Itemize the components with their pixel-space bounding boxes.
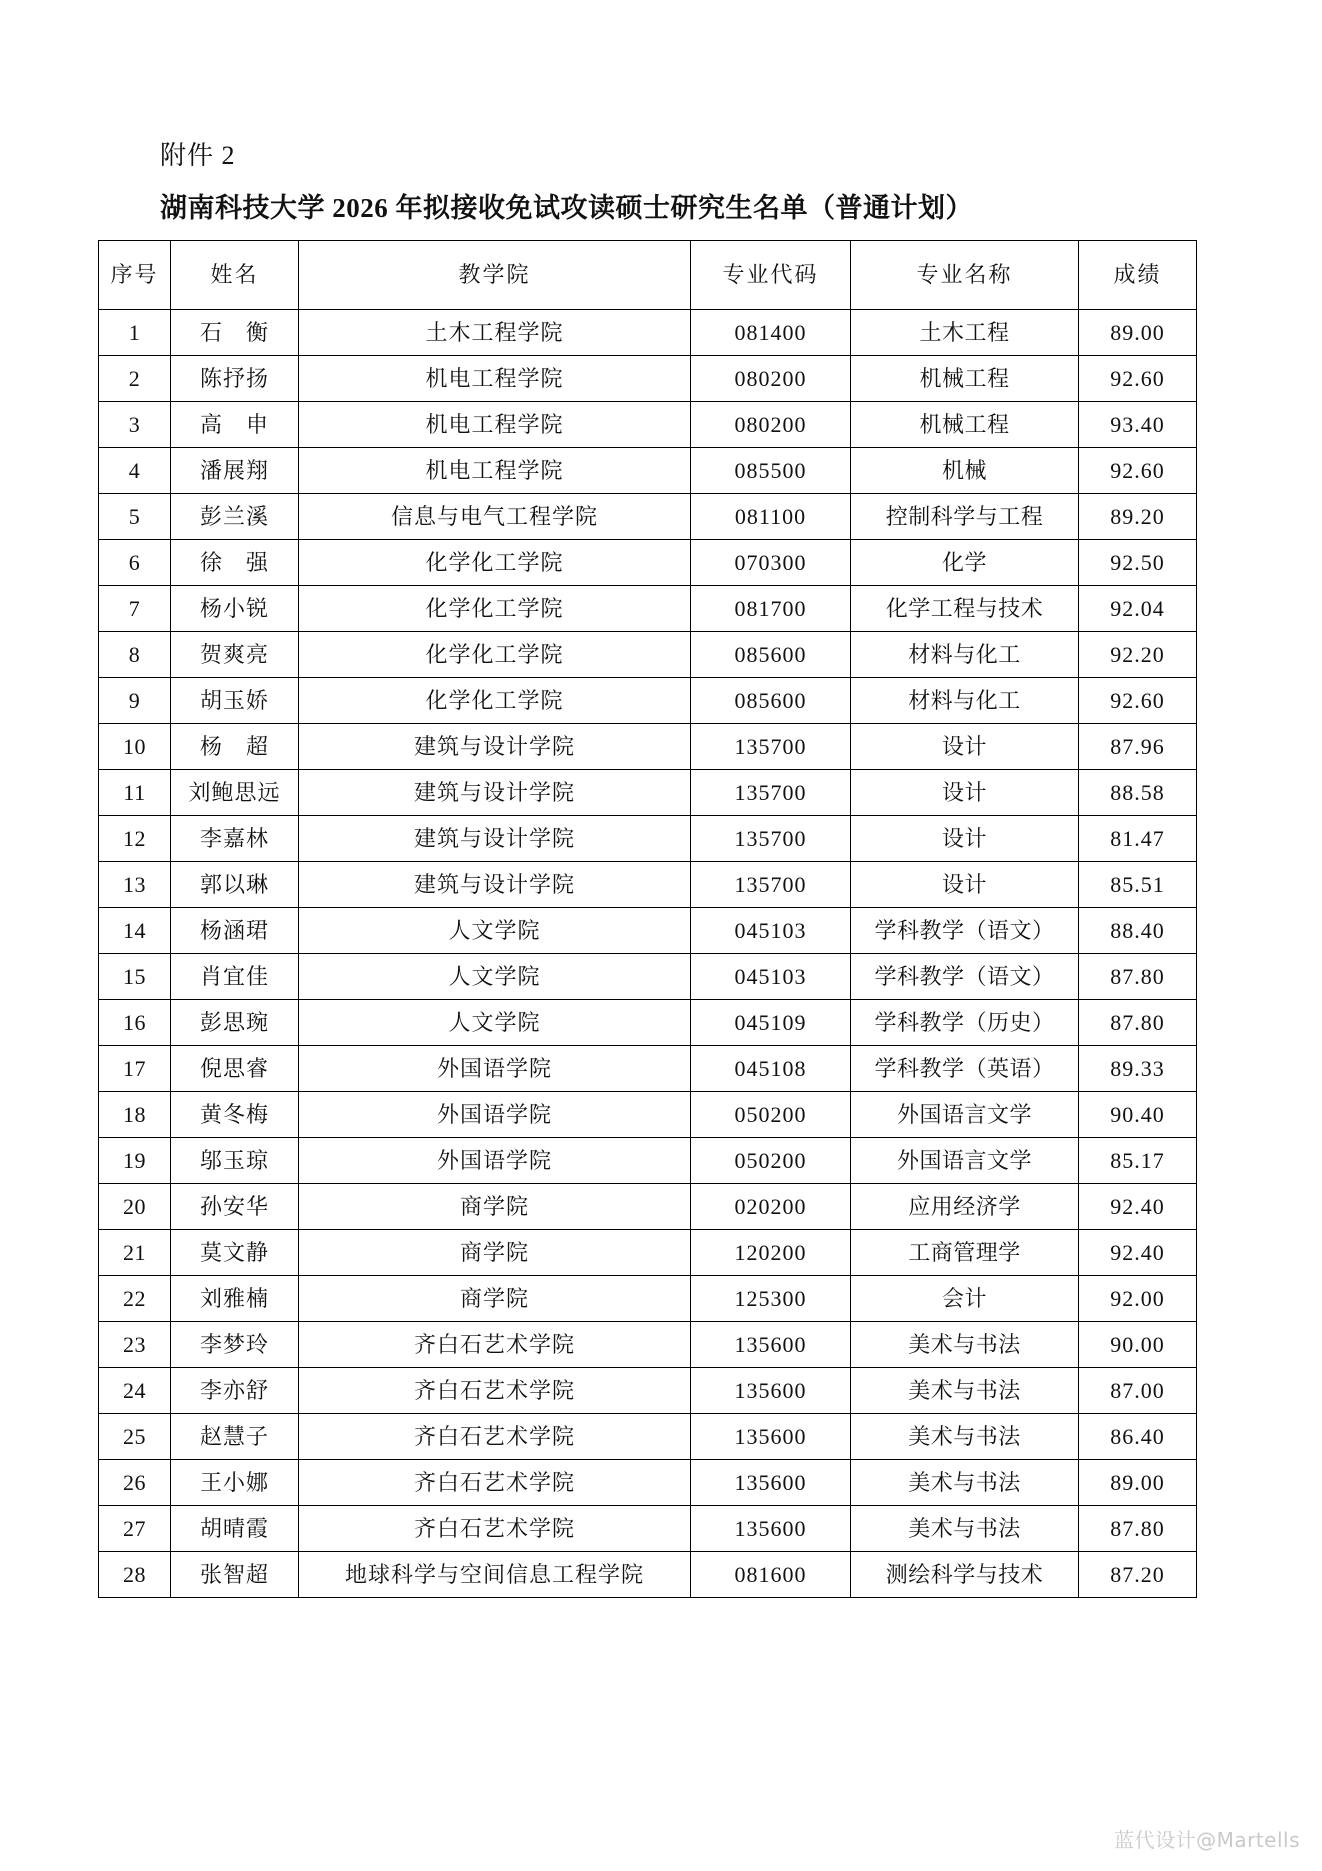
roster-table (98, 240, 1197, 1598)
cell-code: 120200 (691, 1230, 851, 1276)
cell-name: 黄冬梅 (171, 1092, 299, 1138)
column-header-school: 教学院 (299, 241, 691, 310)
cell-school: 化学化工学院 (299, 540, 691, 586)
table-row (99, 1092, 1197, 1138)
cell-school: 建筑与设计学院 (299, 724, 691, 770)
cell-index: 20 (99, 1184, 171, 1230)
cell-name: 郭以琳 (171, 862, 299, 908)
cell-code: 045103 (691, 954, 851, 1000)
cell-index: 26 (99, 1460, 171, 1506)
attachment-label: 附件 2 (160, 141, 236, 170)
cell-name: 石 衡 (171, 310, 299, 356)
cell-major: 应用经济学 (851, 1184, 1079, 1230)
cell-name: 贺爽亮 (171, 632, 299, 678)
cell-major: 土木工程 (851, 310, 1079, 356)
cell-school: 齐白石艺术学院 (299, 1368, 691, 1414)
cell-major: 化学工程与技术 (851, 586, 1079, 632)
cell-school: 齐白石艺术学院 (299, 1322, 691, 1368)
cell-score: 92.50 (1079, 540, 1197, 586)
table-row (99, 1184, 1197, 1230)
cell-name: 赵慧子 (171, 1414, 299, 1460)
cell-index: 2 (99, 356, 171, 402)
table-row (99, 1368, 1197, 1414)
cell-name: 胡玉娇 (171, 678, 299, 724)
cell-index: 11 (99, 770, 171, 816)
table-row (99, 1322, 1197, 1368)
cell-name: 杨涵珺 (171, 908, 299, 954)
table-row (99, 908, 1197, 954)
cell-score: 87.96 (1079, 724, 1197, 770)
cell-code: 045108 (691, 1046, 851, 1092)
cell-name: 刘雅楠 (171, 1276, 299, 1322)
cell-major: 控制科学与工程 (851, 494, 1079, 540)
table-row (99, 1414, 1197, 1460)
cell-school: 人文学院 (299, 1000, 691, 1046)
table-row (99, 310, 1197, 356)
cell-score: 85.17 (1079, 1138, 1197, 1184)
cell-code: 135600 (691, 1460, 851, 1506)
table-row (99, 1000, 1197, 1046)
cell-school: 化学化工学院 (299, 632, 691, 678)
cell-score: 89.00 (1079, 310, 1197, 356)
cell-school: 齐白石艺术学院 (299, 1506, 691, 1552)
cell-index: 18 (99, 1092, 171, 1138)
cell-code: 085600 (691, 678, 851, 724)
cell-index: 24 (99, 1368, 171, 1414)
cell-code: 045103 (691, 908, 851, 954)
cell-code: 135600 (691, 1322, 851, 1368)
cell-score: 92.00 (1079, 1276, 1197, 1322)
cell-index: 14 (99, 908, 171, 954)
cell-score: 88.40 (1079, 908, 1197, 954)
table-row (99, 954, 1197, 1000)
cell-index: 7 (99, 586, 171, 632)
table-row (99, 1460, 1197, 1506)
cell-school: 外国语学院 (299, 1092, 691, 1138)
page-title: 湖南科技大学 2026 年拟接收免试攻读硕士研究生名单（普通计划） (160, 193, 973, 223)
cell-index: 19 (99, 1138, 171, 1184)
cell-school: 信息与电气工程学院 (299, 494, 691, 540)
cell-school: 建筑与设计学院 (299, 862, 691, 908)
cell-school: 化学化工学院 (299, 678, 691, 724)
table-row (99, 1046, 1197, 1092)
cell-name: 高 申 (171, 402, 299, 448)
table-row (99, 724, 1197, 770)
cell-major: 美术与书法 (851, 1506, 1079, 1552)
cell-score: 92.20 (1079, 632, 1197, 678)
cell-school: 建筑与设计学院 (299, 816, 691, 862)
table-header (99, 241, 1197, 310)
cell-index: 17 (99, 1046, 171, 1092)
cell-score: 81.47 (1079, 816, 1197, 862)
cell-score: 87.20 (1079, 1552, 1197, 1598)
cell-name: 李嘉林 (171, 816, 299, 862)
table-row (99, 540, 1197, 586)
cell-index: 8 (99, 632, 171, 678)
cell-code: 081700 (691, 586, 851, 632)
cell-major: 美术与书法 (851, 1460, 1079, 1506)
cell-index: 27 (99, 1506, 171, 1552)
cell-major: 设计 (851, 862, 1079, 908)
cell-code: 085600 (691, 632, 851, 678)
cell-name: 胡晴霞 (171, 1506, 299, 1552)
cell-major: 设计 (851, 770, 1079, 816)
cell-major: 学科教学（英语） (851, 1046, 1079, 1092)
cell-code: 081100 (691, 494, 851, 540)
table-row (99, 770, 1197, 816)
cell-index: 16 (99, 1000, 171, 1046)
cell-index: 5 (99, 494, 171, 540)
cell-score: 88.58 (1079, 770, 1197, 816)
cell-code: 135600 (691, 1414, 851, 1460)
cell-major: 外国语言文学 (851, 1138, 1079, 1184)
cell-school: 齐白石艺术学院 (299, 1414, 691, 1460)
column-header-index: 序号 (99, 241, 171, 310)
cell-name: 杨小锐 (171, 586, 299, 632)
cell-index: 1 (99, 310, 171, 356)
cell-major: 学科教学（语文） (851, 954, 1079, 1000)
table-row (99, 356, 1197, 402)
table-row (99, 586, 1197, 632)
cell-major: 工商管理学 (851, 1230, 1079, 1276)
cell-code: 135700 (691, 816, 851, 862)
cell-code: 050200 (691, 1138, 851, 1184)
table-body (99, 310, 1197, 1598)
cell-index: 10 (99, 724, 171, 770)
column-header-major: 专业名称 (851, 241, 1079, 310)
cell-major: 美术与书法 (851, 1414, 1079, 1460)
table-row (99, 862, 1197, 908)
cell-name: 肖宜佳 (171, 954, 299, 1000)
cell-major: 机械工程 (851, 402, 1079, 448)
cell-major: 学科教学（历史） (851, 1000, 1079, 1046)
cell-major: 设计 (851, 724, 1079, 770)
cell-score: 92.04 (1079, 586, 1197, 632)
cell-score: 92.40 (1079, 1230, 1197, 1276)
cell-index: 28 (99, 1552, 171, 1598)
cell-school: 机电工程学院 (299, 402, 691, 448)
cell-score: 89.20 (1079, 494, 1197, 540)
cell-name: 杨 超 (171, 724, 299, 770)
cell-code: 080200 (691, 356, 851, 402)
cell-code: 135600 (691, 1506, 851, 1552)
cell-school: 商学院 (299, 1276, 691, 1322)
cell-school: 化学化工学院 (299, 586, 691, 632)
cell-name: 李梦玲 (171, 1322, 299, 1368)
cell-score: 86.40 (1079, 1414, 1197, 1460)
cell-name: 彭兰溪 (171, 494, 299, 540)
cell-major: 化学 (851, 540, 1079, 586)
roster-table-container (98, 240, 1196, 1598)
cell-school: 外国语学院 (299, 1138, 691, 1184)
table-row (99, 678, 1197, 724)
cell-major: 美术与书法 (851, 1368, 1079, 1414)
cell-score: 87.80 (1079, 1506, 1197, 1552)
table-row (99, 1276, 1197, 1322)
cell-school: 机电工程学院 (299, 448, 691, 494)
cell-major: 设计 (851, 816, 1079, 862)
cell-score: 90.00 (1079, 1322, 1197, 1368)
cell-school: 地球科学与空间信息工程学院 (299, 1552, 691, 1598)
cell-score: 92.60 (1079, 356, 1197, 402)
cell-major: 外国语言文学 (851, 1092, 1079, 1138)
watermark: 蓝代设计@Martells (1114, 1828, 1300, 1852)
table-row (99, 816, 1197, 862)
cell-major: 机械 (851, 448, 1079, 494)
cell-name: 倪思睿 (171, 1046, 299, 1092)
cell-school: 建筑与设计学院 (299, 770, 691, 816)
cell-school: 商学院 (299, 1184, 691, 1230)
cell-index: 15 (99, 954, 171, 1000)
cell-name: 徐 强 (171, 540, 299, 586)
cell-name: 李亦舒 (171, 1368, 299, 1414)
cell-code: 135600 (691, 1368, 851, 1414)
cell-index: 13 (99, 862, 171, 908)
table-row (99, 494, 1197, 540)
cell-score: 87.00 (1079, 1368, 1197, 1414)
cell-code: 045109 (691, 1000, 851, 1046)
table-row (99, 1552, 1197, 1598)
cell-school: 商学院 (299, 1230, 691, 1276)
cell-major: 材料与化工 (851, 632, 1079, 678)
cell-score: 87.80 (1079, 1000, 1197, 1046)
cell-name: 刘鲍思远 (171, 770, 299, 816)
cell-score: 90.40 (1079, 1092, 1197, 1138)
cell-name: 孙安华 (171, 1184, 299, 1230)
cell-school: 土木工程学院 (299, 310, 691, 356)
column-header-code: 专业代码 (691, 241, 851, 310)
cell-index: 4 (99, 448, 171, 494)
cell-code: 081600 (691, 1552, 851, 1598)
cell-major: 会计 (851, 1276, 1079, 1322)
cell-school: 机电工程学院 (299, 356, 691, 402)
cell-index: 21 (99, 1230, 171, 1276)
cell-score: 85.51 (1079, 862, 1197, 908)
table-row (99, 632, 1197, 678)
cell-major: 学科教学（语文） (851, 908, 1079, 954)
table-row (99, 1506, 1197, 1552)
cell-major: 测绘科学与技术 (851, 1552, 1079, 1598)
cell-index: 12 (99, 816, 171, 862)
cell-name: 陈抒扬 (171, 356, 299, 402)
cell-score: 92.60 (1079, 448, 1197, 494)
column-header-name: 姓名 (171, 241, 299, 310)
cell-name: 邬玉琼 (171, 1138, 299, 1184)
table-row (99, 448, 1197, 494)
cell-index: 25 (99, 1414, 171, 1460)
cell-code: 135700 (691, 770, 851, 816)
cell-score: 87.80 (1079, 954, 1197, 1000)
cell-major: 机械工程 (851, 356, 1079, 402)
cell-major: 材料与化工 (851, 678, 1079, 724)
table-row (99, 402, 1197, 448)
cell-score: 89.00 (1079, 1460, 1197, 1506)
cell-index: 23 (99, 1322, 171, 1368)
cell-index: 22 (99, 1276, 171, 1322)
table-header-row (99, 241, 1197, 310)
cell-name: 彭思琬 (171, 1000, 299, 1046)
cell-code: 070300 (691, 540, 851, 586)
cell-code: 020200 (691, 1184, 851, 1230)
table-row (99, 1230, 1197, 1276)
cell-score: 89.33 (1079, 1046, 1197, 1092)
cell-code: 085500 (691, 448, 851, 494)
cell-index: 9 (99, 678, 171, 724)
cell-code: 080200 (691, 402, 851, 448)
cell-major: 美术与书法 (851, 1322, 1079, 1368)
cell-code: 135700 (691, 724, 851, 770)
cell-name: 王小娜 (171, 1460, 299, 1506)
cell-score: 92.60 (1079, 678, 1197, 724)
cell-name: 莫文静 (171, 1230, 299, 1276)
cell-school: 人文学院 (299, 954, 691, 1000)
cell-school: 人文学院 (299, 908, 691, 954)
cell-code: 050200 (691, 1092, 851, 1138)
cell-name: 张智超 (171, 1552, 299, 1598)
cell-school: 齐白石艺术学院 (299, 1460, 691, 1506)
cell-school: 外国语学院 (299, 1046, 691, 1092)
cell-code: 125300 (691, 1276, 851, 1322)
cell-name: 潘展翔 (171, 448, 299, 494)
cell-index: 6 (99, 540, 171, 586)
cell-code: 081400 (691, 310, 851, 356)
cell-code: 135700 (691, 862, 851, 908)
cell-score: 92.40 (1079, 1184, 1197, 1230)
table-row (99, 1138, 1197, 1184)
column-header-score: 成绩 (1079, 241, 1197, 310)
cell-index: 3 (99, 402, 171, 448)
cell-score: 93.40 (1079, 402, 1197, 448)
